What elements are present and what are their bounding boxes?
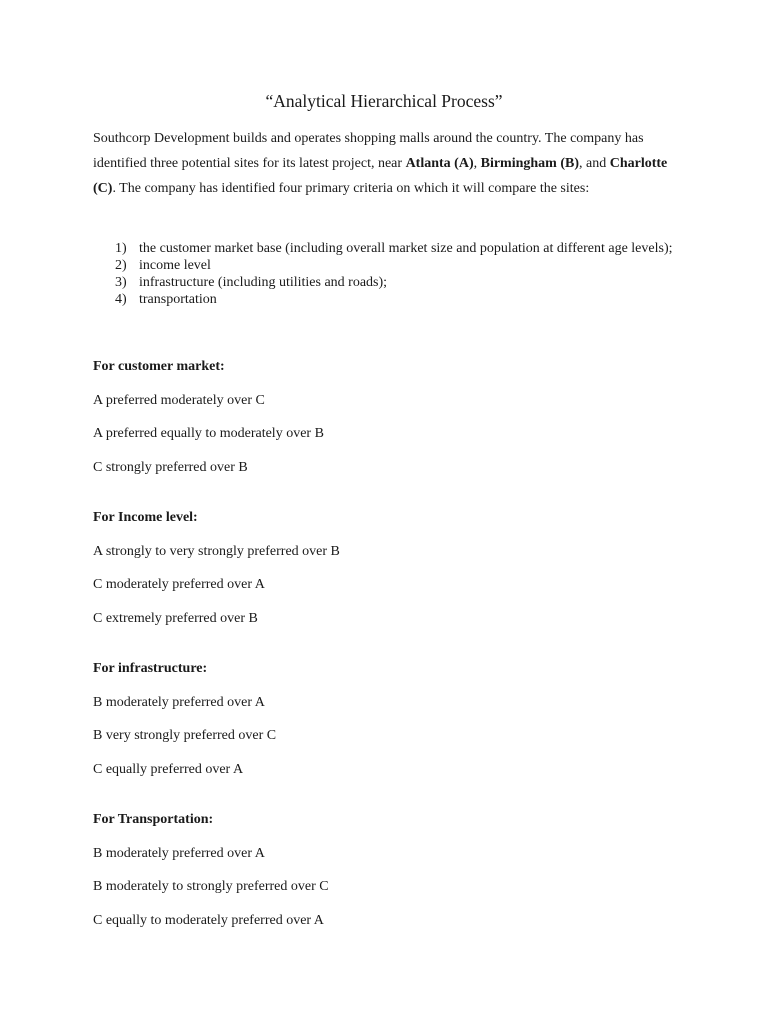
preference-statement: A preferred equally to moderately over B (93, 426, 324, 441)
intro-text-2: . The company has identified four primary criteria on which it will compare the sites: (112, 181, 590, 196)
preference-statement: A preferred moderately over C (93, 392, 265, 408)
preference-statement: A strongly to very strongly preferred over B (93, 543, 340, 559)
criteria-number: 3) (115, 275, 127, 290)
criteria-item (93, 240, 673, 257)
preference-statement: C strongly preferred over B (93, 459, 248, 475)
preference-statement: B very strongly preferred over C (93, 728, 277, 743)
section-heading: For Income level: (93, 510, 198, 525)
criteria-number: 1) (115, 241, 127, 256)
intro-paragraph (93, 126, 683, 201)
criteria-text: the customer market base (including overall market size and population at different age levels); (139, 241, 673, 256)
criteria-item (93, 274, 673, 291)
site-b: Birmingham (B) (480, 156, 579, 171)
preference-statement: B moderately preferred over A (93, 694, 265, 710)
section-income-level (93, 509, 653, 628)
section-customer-market (93, 358, 653, 477)
section-transportation (93, 811, 653, 930)
section-heading: For customer market: (93, 359, 225, 374)
intro-sep-2: , and (579, 156, 610, 171)
criteria-text: transportation (139, 292, 217, 307)
site-c: Charlotte (C) (93, 156, 668, 196)
preference-statement: C equally preferred over A (93, 761, 244, 777)
criteria-number: 4) (115, 292, 127, 307)
preference-statement: B moderately preferred over A (93, 845, 265, 861)
criteria-number: 2) (115, 258, 127, 273)
criteria-text: infrastructure (including utilities and roads); (139, 275, 388, 290)
preference-statement: C extremely preferred over B (93, 610, 258, 626)
intro-text-1: Southcorp Development builds and operates shopping malls around the country. The company has identified three potential sites for its latest project, near (93, 131, 644, 171)
preference-statement: C equally to moderately preferred over A (93, 912, 324, 928)
criteria-text: income level (139, 258, 211, 273)
section-heading: For Transportation: (93, 812, 214, 827)
intro-sep-1: , (473, 156, 481, 171)
section-heading: For infrastructure: (93, 661, 208, 676)
criteria-item (93, 291, 673, 308)
criteria-item (93, 257, 673, 274)
preference-statement: C moderately preferred over A (93, 577, 265, 592)
preference-statement: B moderately to strongly preferred over C (93, 879, 329, 894)
document-title: “Analytical Hierarchical Process” (265, 91, 503, 111)
criteria-list (93, 240, 673, 308)
section-infrastructure (93, 660, 653, 779)
site-a: Atlanta (A) (405, 156, 474, 171)
